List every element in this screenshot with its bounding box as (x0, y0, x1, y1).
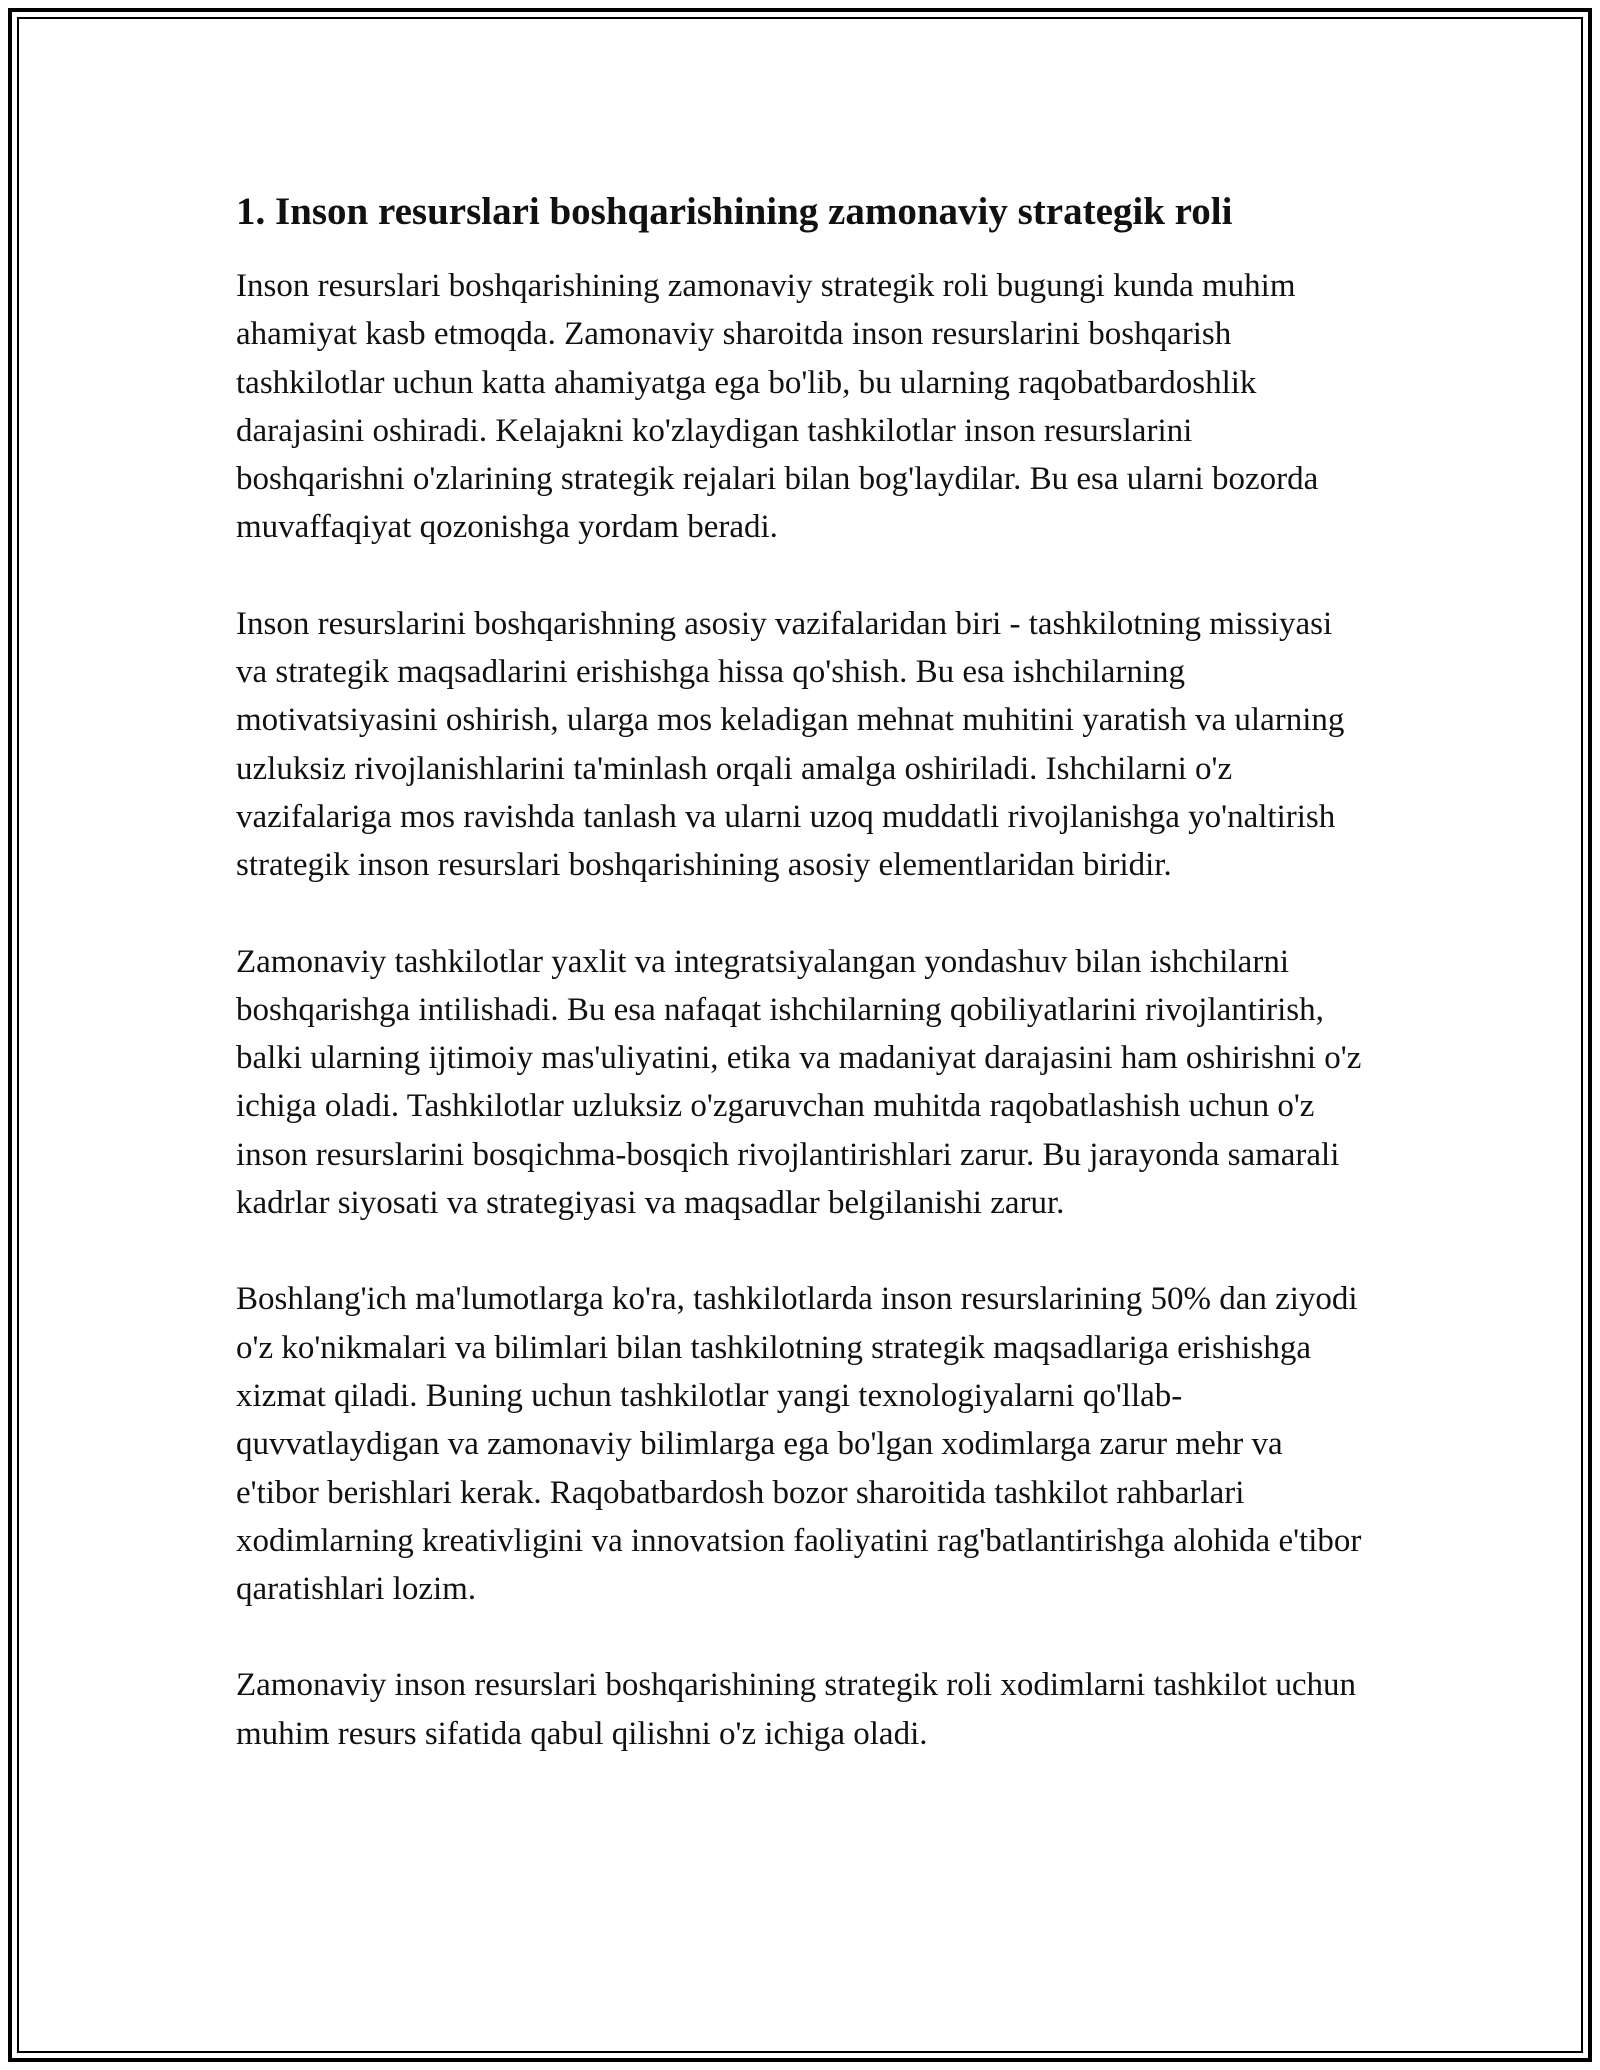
paragraph-2: Inson resurslarini boshqarishning asosiy vazifalaridan biri - tashkilotning missiyasi va strategik maqsadlarini erishishga hissa qo'shish. Bu esa ishchilarning motivatsiyasini oshirish, ularga mos keladigan mehnat muhitini yaratish va ularning uzluksiz rivojlanishlarini ta'minlash orqali amalga oshiriladi. Ishchilarni o'z vazifalariga mos ravishda tanlash va ularni uzoq muddatli rivojlanishga yo'naltirish strategik inson resurslari boshqarishining asosiy elementlaridan biridir. (236, 605, 1345, 884)
document-body (236, 186, 1366, 1806)
paragraph-1: Inson resurslari boshqarishining zamonaviy strategik roli bugungi kunda muhim ahamiyat kasb etmoqda. Zamonaviy sharoitda inson resurslarini boshqarish tashkilotlar uchun katta ahamiyatga ega bo'lib, bu ularning raqobatbardoshlik darajasini oshiradi. Kelajakni ko'zlaydigan tashkilotlar inson resurslarini boshqarishni o'zlarining strategik rejalari bilan bog'laydilar. Bu esa ularni bozorda muvaffaqiyat qozonishga yordam beradi. (236, 268, 1319, 546)
paragraph-4: Boshlang'ich ma'lumotlarga ko'ra, tashkilotlarda inson resurslarining 50% dan ziyodi o'z ko'nikmalari va bilimlari bilan tashkilotning strategik maqsadlariga erishishga xizmat qiladi. Buning uchun tashkilotlar yangi texnologiyalarni qo'llab-quvvatlaydigan va zamonaviy bilimlarga ega bo'lgan xodimlarga zarur mehr va e'tibor berishlari kerak. Raqobatbardosh bozor sharoitida tashkilot rahbarlari xodimlarning kreativligini va innovatsion faoliyatini rag'batlantirishga alohida e'tibor qaratishlari lozim. (236, 1281, 1362, 1608)
paragraph-3: Zamonaviy tashkilotlar yaxlit va integratsiyalangan yondashuv bilan ishchilarni boshqarishga intilishadi. Bu esa nafaqat ishchilarning qobiliyatlarini rivojlantirish, balki ularning ijtimoiy mas'uliyatini, etika va madaniyat darajasini ham oshirishni o'z ichiga oladi. Tashkilotlar uzluksiz o'zgaruvchan muhitda raqobatlashish uchun o'z inson resurslarini bosqichma-bosqich rivojlantirishlari zarur. Bu jarayonda samarali kadrlar siyosati va strategiyasi va maqsadlar belgilanishi zarur. (236, 943, 1362, 1222)
paragraph-5: Zamonaviy inson resurslari boshqarishining strategik roli xodimlarni tashkilot uchun muhim resurs sifatida qabul qilishni o'z ichiga oladi. (236, 1667, 1356, 1752)
section-heading: 1. Inson resurslari boshqarishining zamonaviy strategik roli (236, 190, 1233, 233)
